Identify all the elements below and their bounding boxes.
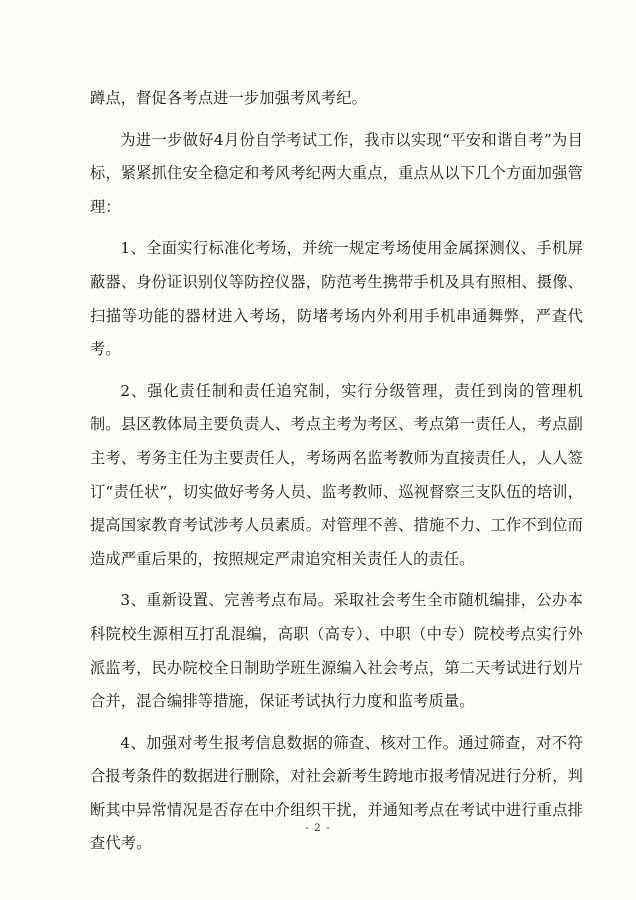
page-number: - 2 - (305, 822, 331, 834)
paragraph-item-4: 4、加强对考生报考信息数据的筛查、核对工作。通过筛查，对不符合报考条件的数据进行删除，对社会新考生跨地市报考情况进行分析，判断其中异常情况是否存在中介组织干扰，并通知考点在考试中进行重点排查代考。 (90, 733, 583, 853)
document-body (90, 82, 583, 869)
paragraph-continuation: 蹲点，督促各考点进一步加强考风考纪。 (90, 89, 367, 107)
paragraph-item-3: 3、重新设置、完善考点布局。采取社会考生全市随机编排，公办本科院校生源相互打乱混编，高职（高专）、中职（中专）院校考点实行外派监考，民办院校全日制助学班生源编入社会考点，第二天考试进行划片合并，混合编排等措施，保证考试执行力度和监考质量。 (90, 591, 583, 711)
paragraph-intro: 为进一步做好4月份自学考试工作，我市以实现“平安和谐自考”为目标，紧紧抓住安全稳定和考风考纪两大重点，重点从以下几个方面加强管理： (90, 130, 583, 216)
paragraph-item-2: 2、强化责任制和责任追究制，实行分级管理，责任到岗的管理机制。县区教体局主要负责人、考点主考为考区、考点第一责任人，考点副主考、考务主任为主要责任人，考场两名监考教师为直接责任人，人人签订“责任状”，切实做好考务人员、监考教师、巡视督察三支队伍的培训，提高国家教育考试涉考人员素质。对管理不善、措施不力、工作不到位而造成严重后果的，按照规定严肃追究相关责任人的责任。 (90, 381, 583, 568)
paragraph-item-1: 1、全面实行标准化考场，并统一规定考场使用金属探测仪、手机屏蔽器、身份证识别仪等防控仪器，防范考生携带手机及具有照相、摄像、扫描等功能的器材进入考场，防堵考场内外利用手机串通舞弊，严查代考。 (90, 239, 583, 359)
